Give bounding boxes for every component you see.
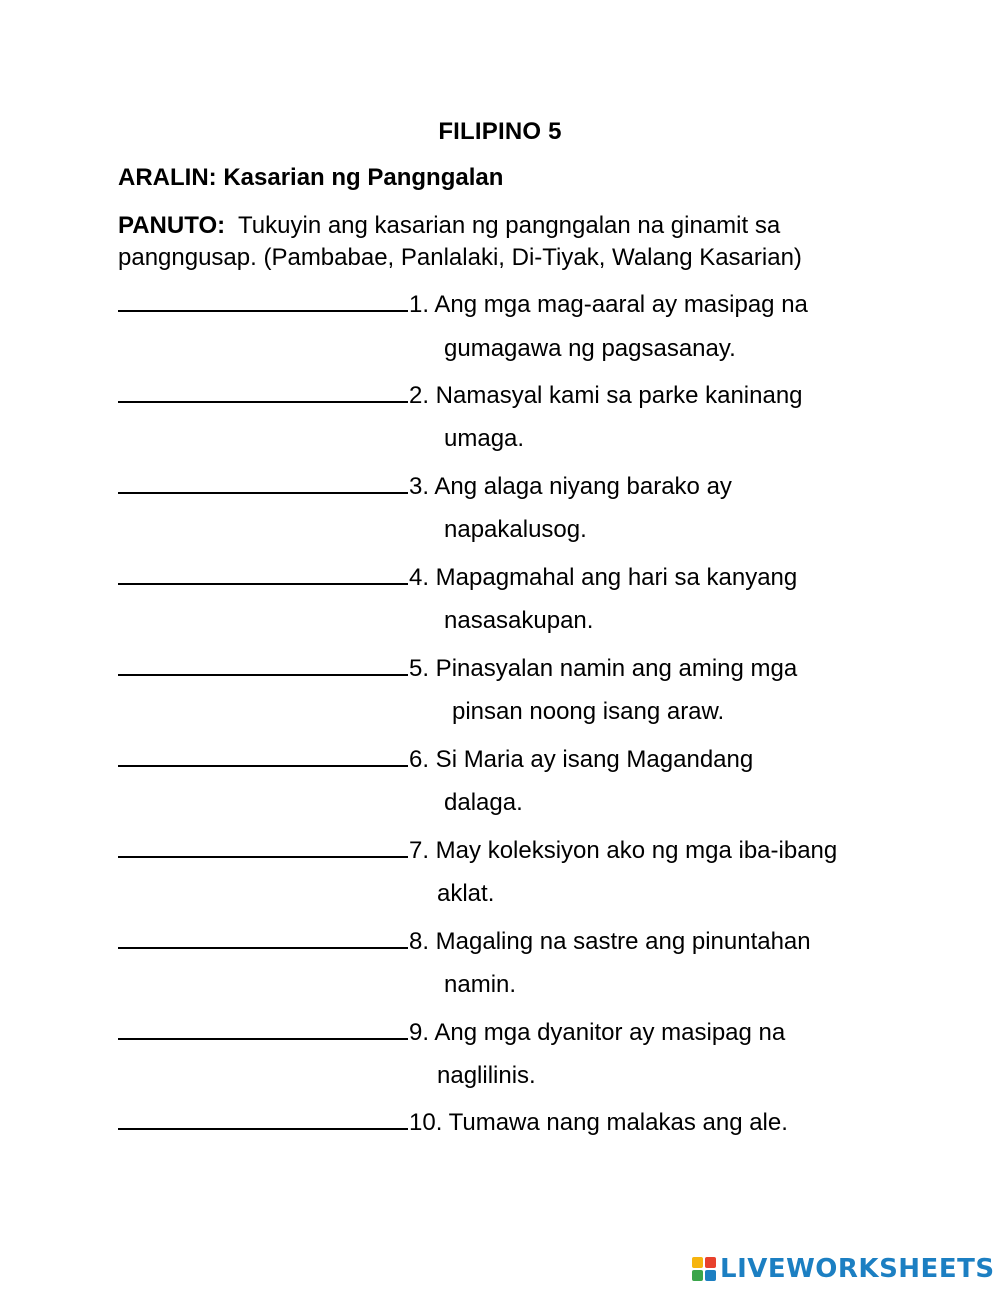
answer-blank-2[interactable]: [118, 379, 408, 403]
instructions-label: PANUTO:: [118, 212, 226, 239]
answer-blank-1[interactable]: [118, 288, 408, 312]
page-title: FILIPINO 5: [438, 118, 562, 145]
question-item-10: [118, 1106, 788, 1138]
question-item-7: [118, 834, 837, 866]
logo-square-icon: [692, 1270, 703, 1281]
question-text-3: 3. Ang alaga niyang barako ay: [409, 473, 732, 500]
question-continuation-3: napakalusog.: [444, 516, 587, 543]
question-item-1: [118, 288, 808, 320]
question-item-8: [118, 925, 811, 957]
question-continuation-4: nasasakupan.: [444, 607, 594, 634]
logo-square-icon: [705, 1270, 716, 1281]
answer-blank-9[interactable]: [118, 1016, 408, 1040]
question-continuation-5: pinsan noong isang araw.: [452, 698, 725, 725]
answer-blank-10[interactable]: [118, 1106, 408, 1130]
question-item-4: [118, 561, 797, 593]
answer-blank-8[interactable]: [118, 925, 408, 949]
question-text-5: 5. Pinasyalan namin ang aming mga: [409, 655, 798, 682]
question-item-6: [118, 743, 753, 775]
answer-blank-7[interactable]: [118, 834, 408, 858]
question-continuation-7: aklat.: [437, 880, 495, 907]
question-text-9: 9. Ang mga dyanitor ay masipag na: [409, 1019, 786, 1046]
answer-blank-4[interactable]: [118, 561, 408, 585]
answer-blank-3[interactable]: [118, 470, 408, 494]
logo-square-icon: [705, 1257, 716, 1268]
question-item-2: [118, 379, 803, 411]
instructions: [118, 210, 888, 274]
question-item-9: [118, 1016, 785, 1048]
lesson-title: ARALIN: Kasarian ng Pangngalan: [118, 164, 504, 191]
question-text-1: 1. Ang mga mag-aaral ay masipag na: [409, 291, 808, 318]
question-continuation-2: umaga.: [444, 425, 525, 452]
question-text-10: 10. Tumawa nang malakas ang ale.: [409, 1109, 788, 1136]
question-text-6: 6. Si Maria ay isang Magandang: [409, 746, 754, 773]
question-text-7: 7. May koleksiyon ako ng mga iba-ibang: [409, 837, 838, 864]
instructions-text: Tukuyin ang kasarian ng pangngalan na ginamit sa pangngusap. (Pambabae, Panlalaki, Di-Tiyak, Walang Kasarian): [118, 212, 802, 271]
answer-blank-5[interactable]: [118, 652, 408, 676]
logo-text: LIVEWORKSHEETS: [720, 1254, 995, 1284]
liveworksheets-logo-icon: [692, 1257, 716, 1281]
logo-square-icon: [692, 1257, 703, 1268]
question-continuation-6: dalaga.: [444, 789, 523, 816]
question-item-5: [118, 652, 797, 684]
answer-blank-6[interactable]: [118, 743, 408, 767]
question-text-4: 4. Mapagmahal ang hari sa kanyang: [409, 564, 798, 591]
question-text-8: 8. Magaling na sastre ang pinuntahan: [409, 928, 811, 955]
question-continuation-8: namin.: [444, 971, 517, 998]
liveworksheets-logo: [692, 1254, 995, 1284]
question-continuation-9: naglilinis.: [437, 1062, 536, 1089]
question-text-2: 2. Namasyal kami sa parke kaninang: [409, 382, 803, 409]
question-item-3: [118, 470, 732, 502]
question-continuation-1: gumagawa ng pagsasanay.: [444, 335, 736, 362]
